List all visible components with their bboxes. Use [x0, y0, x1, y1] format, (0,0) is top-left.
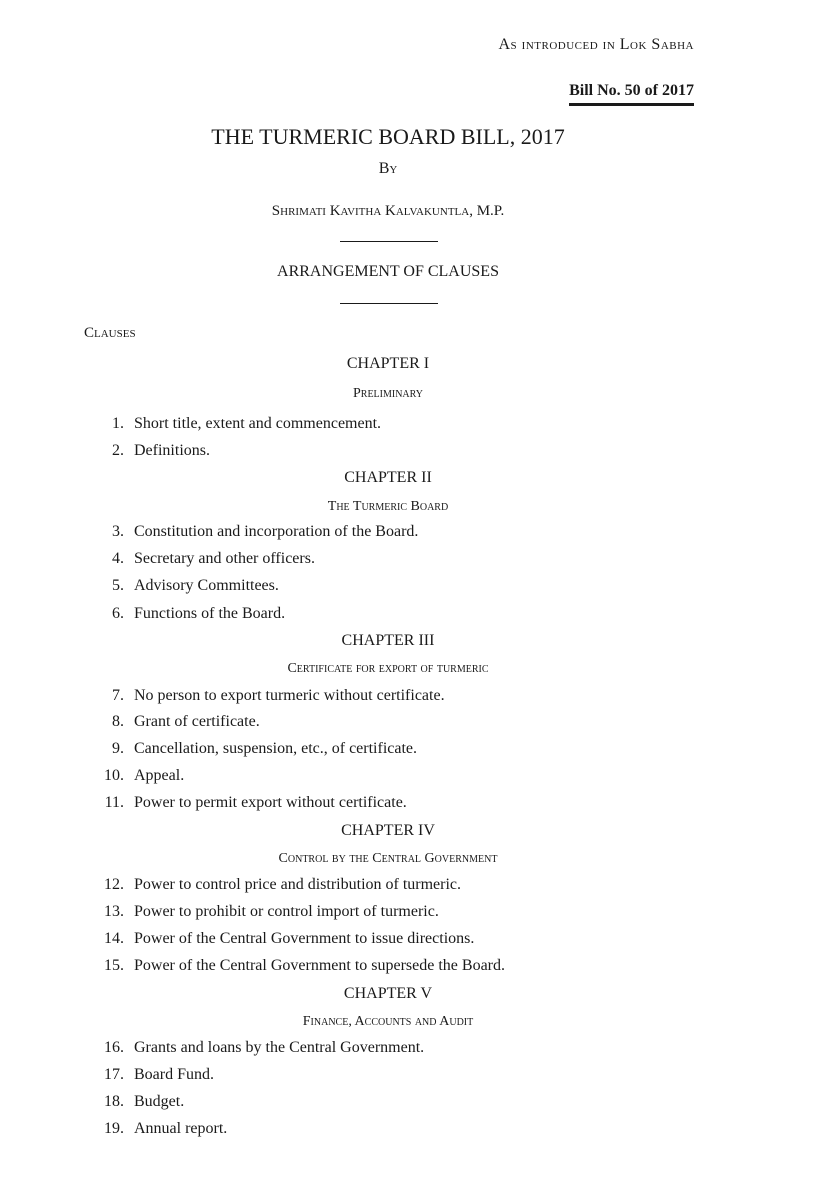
clause-number: 12. [104, 876, 124, 893]
clause-text: Power of the Central Government to issue directions. [134, 930, 475, 947]
clause-number: 16. [104, 1039, 124, 1056]
clause-number: 17. [104, 1066, 124, 1083]
clause-number: 10. [104, 767, 124, 784]
clause-number: 3. [112, 523, 124, 540]
clause-number: 18. [104, 1093, 124, 1110]
introduced-note: As introduced in Lok Sabha [498, 36, 694, 53]
clause-text: Board Fund. [134, 1066, 214, 1083]
clause-number: 1. [112, 415, 124, 432]
clause-number: 15. [104, 957, 124, 974]
clause-number: 6. [112, 605, 124, 622]
clause-number: 9. [112, 740, 124, 757]
clause-text: Grant of certificate. [134, 713, 260, 730]
clause-text: Annual report. [134, 1120, 228, 1137]
clause-text: No person to export turmeric without certificate. [134, 687, 445, 704]
chapter-heading: CHAPTER II [344, 469, 432, 486]
clause-number: 5. [112, 577, 124, 594]
by-line: By [378, 160, 398, 177]
arrangement-heading: ARRANGEMENT OF CLAUSES [277, 263, 499, 280]
clause-text: Functions of the Board. [134, 605, 286, 622]
chapter-heading: CHAPTER IV [341, 822, 435, 839]
divider-rule [340, 303, 438, 304]
chapter-subtitle: Finance, Accounts and Audit [302, 1014, 474, 1029]
clause-text: Power to permit export without certificate. [134, 794, 407, 811]
chapter-heading: CHAPTER III [341, 632, 435, 649]
clause-text: Short title, extent and commencement. [134, 415, 382, 432]
clause-number: 14. [104, 930, 124, 947]
chapter-subtitle: Control by the Central Government [278, 851, 498, 866]
clause-number: 13. [104, 903, 124, 920]
mover-name: Shrimati Kavitha Kalvakuntla, M.P. [271, 203, 505, 219]
chapter-subtitle: The Turmeric Board [327, 499, 449, 514]
clause-number: 11. [104, 794, 124, 811]
clause-number: 8. [112, 713, 124, 730]
clause-text: Advisory Committees. [134, 577, 279, 594]
clause-text: Power of the Central Government to supersede the Board. [134, 957, 506, 974]
clause-text: Appeal. [134, 767, 185, 784]
clause-text: Grants and loans by the Central Government. [134, 1039, 425, 1056]
divider-rule [340, 241, 438, 242]
clause-number: 2. [112, 442, 124, 459]
chapter-heading: CHAPTER V [343, 985, 433, 1002]
clause-text: Power to control price and distribution of turmeric. [134, 876, 462, 893]
clause-number: 19. [104, 1120, 124, 1137]
bill-title: THE TURMERIC BOARD BILL, 2017 [211, 124, 565, 149]
clauses-label: Clauses [84, 325, 136, 341]
clause-text: Definitions. [134, 442, 210, 459]
clause-text: Power to prohibit or control import of turmeric. [134, 903, 439, 920]
clause-text: Budget. [134, 1093, 185, 1110]
chapter-subtitle: Preliminary [352, 386, 423, 401]
clause-text: Cancellation, suspension, etc., of certificate. [134, 740, 418, 757]
clause-text: Constitution and incorporation of the Board. [134, 523, 419, 540]
chapter-heading: CHAPTER I [346, 355, 430, 372]
bill-number: Bill No. 50 of 2017 [569, 82, 694, 106]
clause-text: Secretary and other officers. [134, 550, 315, 567]
clause-number: 7. [112, 687, 124, 704]
chapter-subtitle: Certificate for export of turmeric [287, 661, 489, 676]
clause-number: 4. [112, 550, 124, 567]
